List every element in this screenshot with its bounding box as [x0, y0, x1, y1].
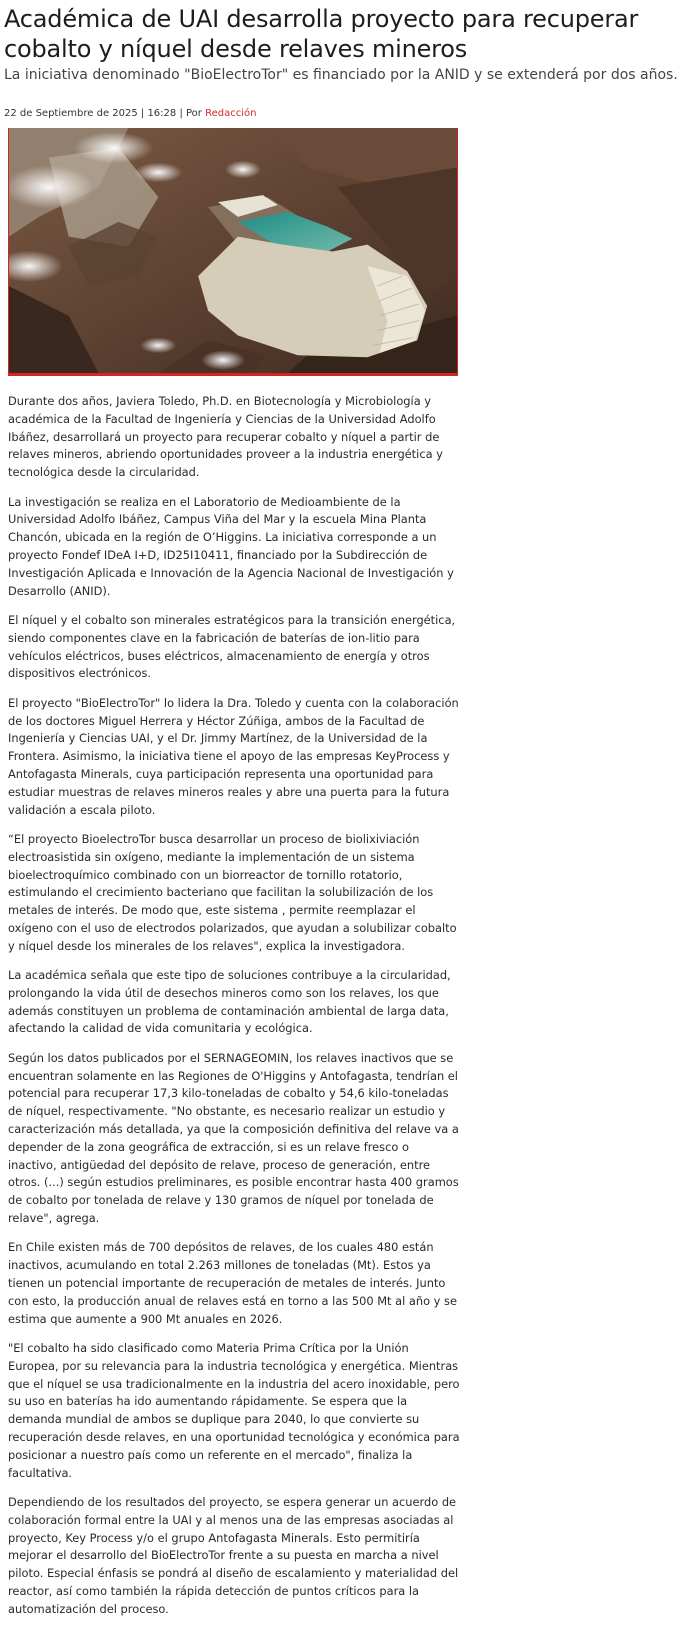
article-paragraph: En Chile existen más de 700 depósitos de relaves, de los cuales 480 están inactivos, acumulando en total 2.263 millones de toneladas (Mt). Estos ya tienen un potencial importante de recuperación de metales de interés. Junto con esto, la producción anual de relaves está en torno a las 500 Mt al año y se estima que aumente a 900 Mt anuales en 2026.	[8, 1240, 457, 1326]
article-paragraph: Durante dos años, Javiera Toledo, Ph.D. en Biotecnología y Microbiología y académica de la Facultad de Ingeniería y Ciencias de la Universidad Adolfo Ibáñez, desarrollará un proyecto para recuperar cobalto y níquel a partir de relaves mineros, abriendo oportunidades proveer a la industria energética y tecnológica desde la circularidad.	[8, 394, 443, 480]
article-body	[8, 393, 460, 1630]
article-paragraph: "El cobalto ha sido clasificado como Materia Prima Crítica por la Unión Europea, por su relevancia para la industria tecnológica y energética. Mientras que el níquel se usa tradicionalmente en la industria del acero inoxidable, pero su uso en baterías ha ido aumentando rápidamente. Se espera que la demanda mundial de ambos se duplique para 2040, lo que convierte su recuperación desde relaves, en una oportunidad tecnológica y económica para posicionar a nuestro país como un referente en el mercado", finaliza la facultativa.	[8, 1341, 460, 1480]
aerial-tailings-dam-photo-icon	[9, 128, 457, 373]
article-subtitle: La iniciativa denominado "BioElectroTor" es financiado por la ANID y se extenderá por dos años.	[4, 67, 678, 83]
article-meta	[4, 107, 256, 121]
article-paragraph: La académica señala que este tipo de soluciones contribuye a la circularidad, prolongando la vida útil de desechos mineros como son los relaves, los que además constituyen un problema de contaminación ambiental de larga data, afectando la calidad de vida comunitaria y ecológica.	[8, 968, 451, 1036]
article-paragraph: El proyecto "BioElectroTor" lo lidera la Dra. Toledo y cuenta con la colaboración de los doctores Miguel Herrera y Héctor Zúñiga, ambos de la Facultad de Ingeniería y Ciencias UAI, y el Dr. Jimmy Martínez, de la Universidad de la Frontera. Asimismo, la iniciativa tiene el apoyo de las empresas KeyProcess y Antofagasta Minerals, cuya participación representa una oportunidad para estudiar muestras de relaves mineros reales y abre una puerta para la futura validación a escala piloto.	[8, 695, 459, 817]
author-link[interactable]: Redacción	[205, 108, 257, 119]
article-paragraph: La investigación se realiza en el Laboratorio de Medioambiente de la Universidad Adolfo Ibáñez, Campus Viña del Mar y la escuela Mina Planta Chancón, ubicada en la región de O’Higgins. La iniciativa corresponde a un proyecto Fondef IDeA I+D, ID25I10411, financiado por la Subdirección de Investigación Aplicada e Innovación de la Agencia Nacional de Investigación y Desarrollo (ANID).	[8, 494, 454, 598]
article-paragraph: “El proyecto BioelectroTor busca desarrollar un proceso de biolixiviación electroasistida sin oxígeno, mediante la implementación de un sistema bioelectroquímico combinado con un biorreactor de tornillo rotatorio, estimulando el crecimiento bacteriano que facilitan la solubilización de los metales de interés. De modo que, este sistema , permite reemplazar el oxígeno con el uso de electrodos polarizados, que ayudan a solubilizar cobalto y níquel desde los minerales de los relaves", explica la investigadora.	[8, 831, 457, 953]
article-paragraph: Dependiendo de los resultados del proyecto, se espera generar un acuerdo de colaboración formal entre la UAI y al menos una de las empresas asociadas al proyecto, Key Process y/o el grupo Antofagasta Minerals. Esto permitiría mejorar el desarrollo del BioElectroTor frente a su puesta en marcha a nivel piloto. Especial énfasis se pondrá al diseño de escalamiento y materialidad del reactor, así como también la rápida detección de puntos críticos para la automatización del proceso.	[8, 1494, 459, 1616]
article-paragraph: Según los datos publicados por el SERNAGEOMIN, los relaves inactivos que se encuentran solamente en las Regiones de O'Higgins y Antofagasta, tendrían el potencial para recuperar 17,3 kilo-toneladas de cobalto y 54,6 kilo-toneladas de níquel, respectivamente. "No obstante, es necesario realizar un estudio y caracterización más detallada, ya que la composición definitiva del relave va a depender de la zona geográfica de extracción, si es un relave fresco o inactivo, antigüedad del depósito de relave, proceso de generación, entre otros. (...) según estudios preliminares, es posible encontrar hasta 400 gramos de cobalto por tonelada de relave y 130 gramos de níquel por tonelada de relave", agrega.	[8, 1050, 459, 1226]
article-title: Académica de UAI desarrolla proyecto para recuperar cobalto y níquel desde relaves mineros	[4, 5, 639, 63]
article-paragraph: El níquel y el cobalto son minerales estratégicos para la transición energética, siendo componentes clave en la fabricación de baterías de ion-litio para vehículos eléctricos, buses eléctricos, almacenamiento de energía y otros dispositivos electrónicos.	[8, 612, 456, 681]
article-hero-image	[8, 128, 458, 376]
article-date: 22 de Septiembre de 2025 | 16:28 | Por	[4, 108, 206, 119]
